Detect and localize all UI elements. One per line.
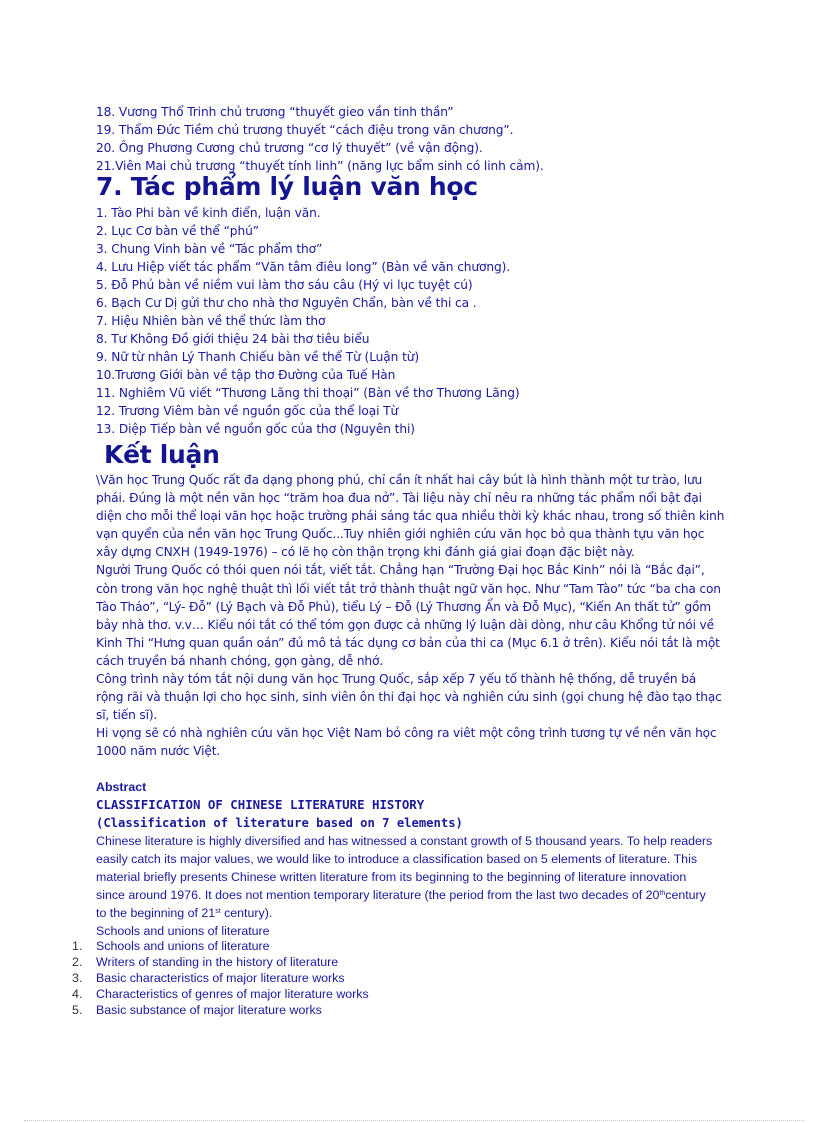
conclusion-paragraph: \Văn học Trung Quốc rất đa dạng phong phú, chỉ cần ít nhất hai cây bút là hình thành một tư trào, lưu phái. Đúng là một nền văn học “trăm hoa đua nở”. Tài liệu này chỉ nêu ra những tác phẩm nổi bật đại diện cho mỗi thể loại văn học hoặc trường phái sáng tác qua nhiều thời kỳ khác nhau, trong số thiên kinh vạn quyển của nền văn học Trung Quốc...Tuy nhiên giới nghiên cứu văn học bỏ qua thành tựu văn học xây dựng CNXH (1949-1976) – có lẽ họ còn thận trọng khi đánh giá giai đoạn đặc biệt này. (96, 473, 725, 560)
list-number: 2. (72, 955, 83, 969)
list-item: 12. Trương Viêm bàn về nguồn gốc của thể loại Từ (96, 404, 399, 418)
abstract-section (96, 778, 736, 940)
superscript: th (659, 890, 666, 897)
list-text: Basic characteristics of major literature works (96, 971, 345, 985)
list-item: 4. Lưu Hiệp viết tác phẩm “Văn tâm điêu long” (Bàn về văn chương). (96, 260, 511, 274)
list-item: 5. Đỗ Phủ bàn về niềm vui làm thơ sáu câu (Hý vi lục tuyệt cú) (96, 278, 473, 292)
list-item: 3. Chung Vinh bàn về “Tác phẩm thơ” (96, 242, 323, 256)
list-item: 1. Tào Phi bàn về kinh điển, luận văn. (96, 206, 321, 220)
list-item (72, 986, 369, 1002)
conclusion-paragraph: Hi vọng sẽ có nhà nghiên cứu văn học Việt Nam bỏ công ra viêt một công trình tương tự về nền văn học 1000 năm nước Việt. (96, 726, 717, 759)
list-item (72, 1002, 369, 1018)
list-text: Characteristics of genres of major literature works (96, 987, 369, 1001)
abstract-body (96, 832, 716, 922)
abstract-body-text: Chinese literature is highly diversified and has witnessed a constant growth of 5 thousand years. To help readers easily catch its major values, we would like to introduce a classification based on 5 elements of literature. This material briefly presents Chinese written literature from its beginning to the beginning of literature innovation since around 1976. It does not mention temporary literature (the period from the last two decades of 20 (96, 834, 713, 902)
list-item: 19. Thẩm Đức Tiềm chủ trương thuyết “cách điệu trong văn chương”. (96, 123, 514, 137)
conclusion-body (96, 471, 726, 761)
elements-numbered-list (72, 938, 369, 1018)
list-item (72, 970, 369, 986)
list-item: 7. Hiệu Nhiên bàn về thể thức làm thơ (96, 314, 326, 328)
list-item (72, 954, 369, 970)
abstract-label: Abstract (96, 780, 147, 794)
page-bottom-divider (24, 1120, 804, 1121)
list-item: 21.Viên Mai chủ trương “thuyết tính linh” (năng lực bẩm sinh có linh cảm). (96, 159, 544, 173)
list-text: Schools and unions of literature (96, 939, 270, 953)
list-item: 6. Bạch Cư Dị gửi thư cho nhà thơ Nguyên Chẩn, bàn về thi ca . (96, 296, 477, 310)
abstract-body-text: century to the beginning of 21 (96, 888, 706, 920)
list-item: 10.Trương Giới bàn về tập thơ Đường của Tuế Hàn (96, 368, 396, 382)
list-item: 2. Lục Cơ bàn về thể “phú” (96, 224, 259, 238)
list-item: 13. Diệp Tiếp bàn về nguồn gốc của thơ (Nguyên thi) (96, 422, 415, 436)
list-text: Basic substance of major literature works (96, 1003, 322, 1017)
schools-line: Schools and unions of literature (96, 924, 270, 938)
conclusion-paragraph: Người Trung Quốc có thói quen nói tắt, viết tắt. Chẳng hạn “Trường Đại học Bắc Kinh” nói là “Bắc đại”, còn trong văn học nghệ thuật thì lối viết tắt trở thành thuật ngữ văn học. Như “Tam Tào” tức “ba cha con Tào Tháo”, “Lý- Đỗ” (Lý Bạch và Đỗ Phủ), tiểu Lý – Đỗ (Lý Thương Ẩn và Đỗ Mục), “Kiến An thất tử” gồm bảy nhà thơ. v.v… Kiểu nói tắt có thể tóm gọn được cả những lý luận dài dòng, như câu Khổng tử nói về Kinh Thi “Hưng quan quần oán” đủ mô tả tác dụng cơ bản của thi ca (Mục 6.1 ở trên). Kiểu nói tắt là một cách truyền bá nhanh chóng, gọn gàng, dễ nhớ. (96, 563, 721, 668)
authors-list (96, 103, 544, 175)
list-item: 18. Vương Thổ Trinh chủ trương “thuyết gieo vần tinh thần” (96, 105, 454, 119)
section-heading-7: 7. Tác phẩm lý luận văn học (96, 172, 478, 201)
abstract-body-text: century). (220, 906, 273, 920)
list-number: 5. (72, 1003, 83, 1017)
list-number: 3. (72, 971, 83, 985)
list-number: 4. (72, 987, 83, 1001)
list-text: Writers of standing in the history of literature (96, 955, 339, 969)
abstract-title: CLASSIFICATION OF CHINESE LITERATURE HISTORY (96, 797, 425, 812)
list-item: 9. Nữ từ nhân Lý Thanh Chiếu bàn về thể Từ (Luận từ) (96, 350, 420, 364)
list-item: 8. Tư Không Đồ giới thiệu 24 bài thơ tiêu biểu (96, 332, 370, 346)
conclusion-paragraph: Công trình này tóm tắt nội dung văn học Trung Quốc, sắp xếp 7 yếu tố thành hệ thống, dễ truyền bá rộng rãi và thuận lợi cho học sinh, sinh viên ôn thi đại học và nghiên cứu sinh (gọi chung hệ đào tạo thạc sĩ, tiến sĩ). (96, 672, 722, 723)
superscript: st (215, 908, 221, 915)
conclusion-heading: Kết luận (104, 440, 220, 469)
list-item: 11. Nghiêm Vũ viết “Thương Lãng thi thoại” (Bàn về thơ Thương Lãng) (96, 386, 520, 400)
list-number: 1. (72, 939, 83, 953)
list-item: 20. Ông Phương Cương chủ trương “cơ lý thuyết” (về vận động). (96, 141, 483, 155)
theory-works-list (96, 204, 520, 438)
list-item (72, 938, 369, 954)
abstract-subtitle: (Classification of literature based on 7 elements) (96, 816, 463, 830)
